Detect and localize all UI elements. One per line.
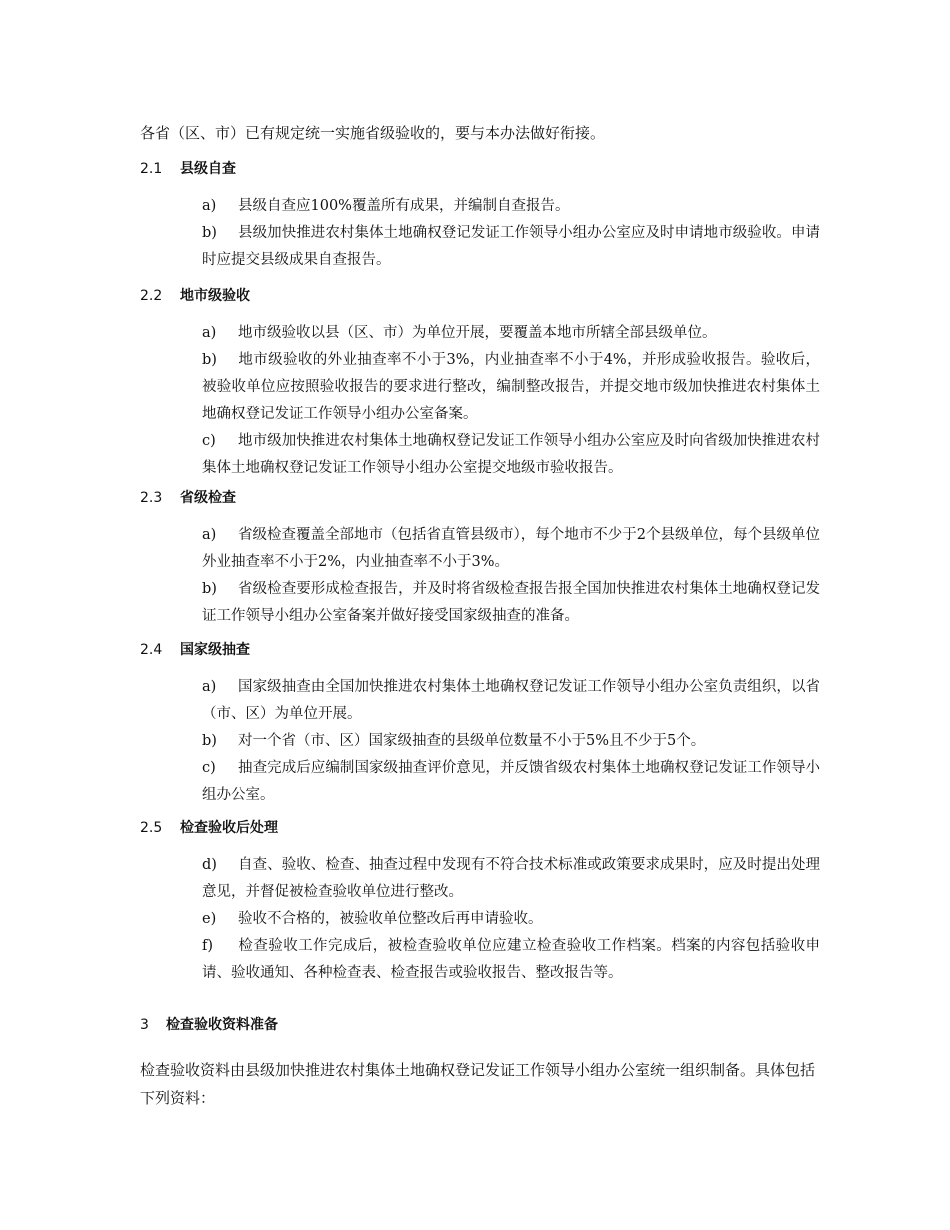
chapter-title: 检查验收资料准备 — [166, 1017, 278, 1033]
section-number: 2.1 — [140, 161, 163, 177]
item-text: 县级自查应100%覆盖所有成果，并编制自查报告。 — [238, 198, 570, 214]
section-number: 2.5 — [140, 820, 163, 836]
item-label: f) — [202, 938, 214, 954]
list-item — [202, 220, 820, 274]
section-2-2 — [140, 284, 820, 482]
item-text: 地市级验收以县（区、市）为单位开展，要覆盖本地市所辖全部县级单位。 — [238, 325, 717, 341]
chapter-number: 3 — [140, 1017, 149, 1033]
section-heading — [140, 486, 820, 510]
list-item — [202, 906, 820, 933]
section-heading — [140, 816, 820, 840]
section-number: 2.2 — [140, 288, 163, 304]
chapter-3-paragraph: 检查验收资料由县级加快推进农村集体土地确权登记发证工作领导小组办公室统一组织制备。具体包括下列资料： — [140, 1061, 816, 1107]
item-text: 县级加快推进农村集体土地确权登记发证工作领导小组办公室应及时申请地市级验收。申请时应提交县级成果自查报告。 — [202, 225, 820, 268]
item-text: 省级检查覆盖全部地市（包括省直管县级市），每个地市不少于2个县级单位，每个县级单位外业抽查率不小于2%，内业抽查率不小于3%。 — [202, 527, 820, 570]
item-label: c) — [202, 760, 216, 776]
list-item — [202, 933, 820, 987]
list-item — [202, 347, 820, 428]
section-2-3 — [140, 486, 820, 630]
list-item — [202, 193, 820, 220]
section-title: 检查验收后处理 — [180, 820, 278, 836]
item-label: e) — [202, 911, 217, 927]
list-item — [202, 522, 820, 576]
section-heading — [140, 284, 820, 308]
list-item — [202, 674, 820, 728]
list-item — [202, 576, 820, 630]
list-item — [202, 320, 820, 347]
item-text: 验收不合格的，被验收单位整改后再申请验收。 — [238, 911, 543, 927]
list-item — [202, 755, 820, 809]
item-label: b) — [202, 352, 217, 368]
item-label: a) — [202, 325, 217, 341]
section-title: 省级检查 — [180, 490, 236, 506]
item-label: c) — [202, 433, 216, 449]
section-title: 国家级抽查 — [180, 642, 250, 658]
item-label: b) — [202, 225, 217, 241]
item-text: 抽查完成后应编制国家级抽查评价意见，并反馈省级农村集体土地确权登记发证工作领导小组办公室。 — [202, 760, 820, 803]
section-2-5 — [140, 816, 820, 987]
chapter-3-heading — [140, 1013, 278, 1037]
list-item — [202, 852, 820, 906]
item-text: 对一个省（市、区）国家级抽查的县级单位数量不小于5%且不少于5个。 — [238, 733, 706, 749]
item-text: 省级检查要形成检查报告，并及时将省级检查报告报全国加快推进农村集体土地确权登记发证工作领导小组办公室备案并做好接受国家级抽查的准备。 — [202, 581, 820, 624]
item-label: d) — [202, 857, 217, 873]
item-label: a) — [202, 198, 217, 214]
list-item — [202, 728, 820, 755]
section-title: 县级自查 — [180, 161, 236, 177]
item-text: 检查验收工作完成后，被检查验收单位应建立检查验收工作档案。档案的内容包括验收申请、验收通知、各种检查表、检查报告或验收报告、整改报告等。 — [202, 938, 820, 981]
intro-paragraph: 各省（区、市）已有规定统一实施省级验收的，要与本办法做好衔接。 — [140, 124, 606, 142]
list-item — [202, 428, 820, 482]
item-label: a) — [202, 679, 217, 695]
item-text: 地市级加快推进农村集体土地确权登记发证工作领导小组办公室应及时向省级加快推进农村集体土地确权登记发证工作领导小组办公室提交地级市验收报告。 — [202, 433, 820, 476]
item-label: b) — [202, 733, 217, 749]
section-number: 2.4 — [140, 642, 163, 658]
section-heading — [140, 157, 820, 181]
section-2-1 — [140, 157, 820, 274]
section-number: 2.3 — [140, 490, 163, 506]
item-label: b) — [202, 581, 217, 597]
item-label: a) — [202, 527, 217, 543]
section-title: 地市级验收 — [180, 288, 250, 304]
section-2-4 — [140, 638, 820, 809]
item-text: 国家级抽查由全国加快推进农村集体土地确权登记发证工作领导小组办公室负责组织，以省（市、区）为单位开展。 — [202, 679, 820, 722]
item-text: 自查、验收、检查、抽查过程中发现有不符合技术标准或政策要求成果时，应及时提出处理意见，并督促被检查验收单位进行整改。 — [202, 857, 820, 900]
item-text: 地市级验收的外业抽查率不小于3%，内业抽查率不小于4%，并形成验收报告。验收后，被验收单位应按照验收报告的要求进行整改，编制整改报告，并提交地市级加快推进农村集体土地确权登记发证工作领导小组办公室备案。 — [202, 352, 820, 422]
section-heading — [140, 638, 820, 662]
